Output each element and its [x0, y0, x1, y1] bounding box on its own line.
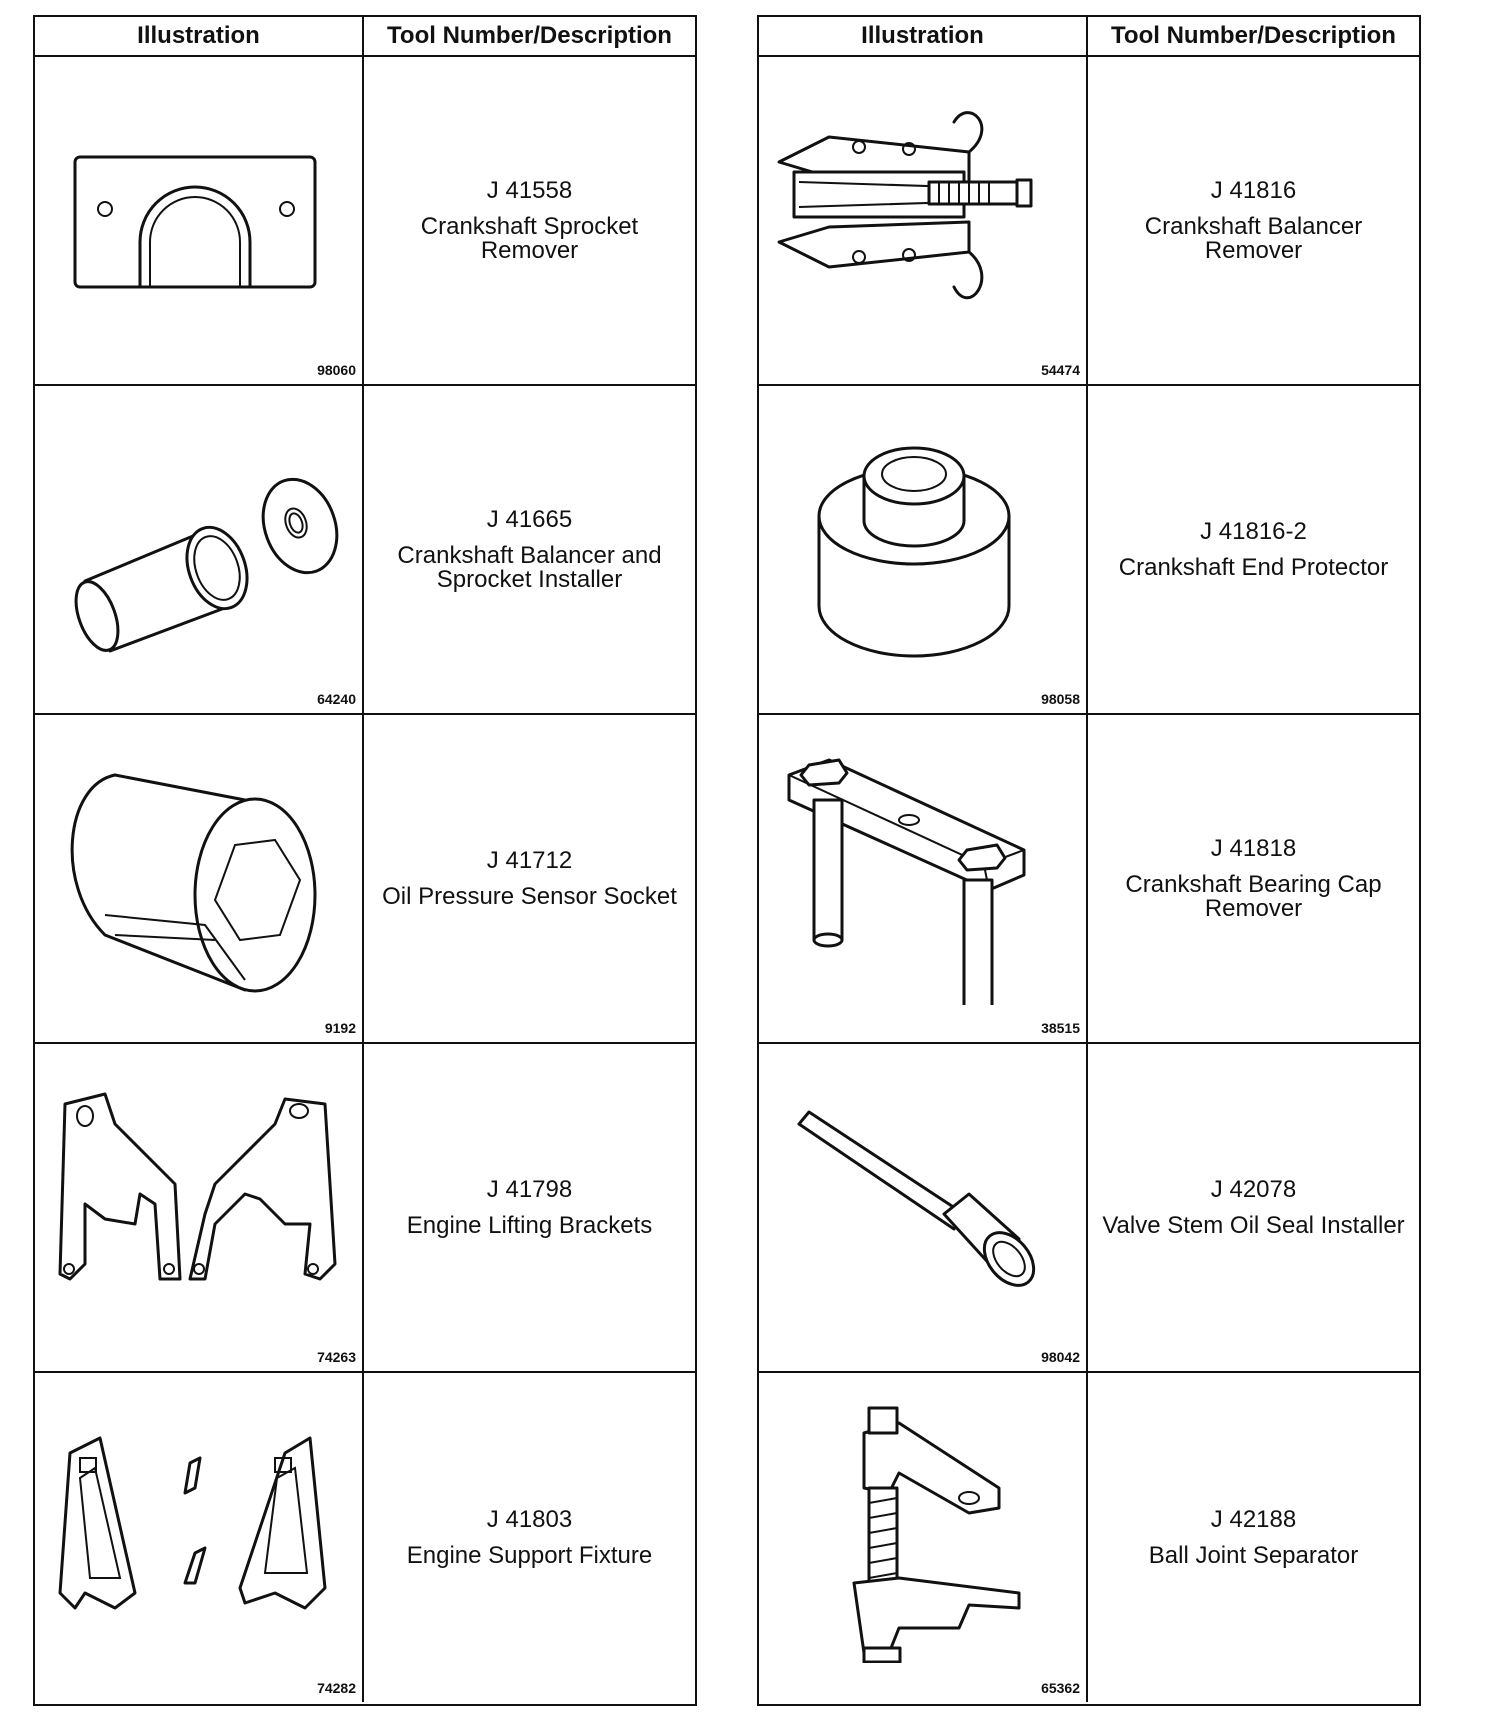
illustration-cell	[35, 386, 364, 713]
tool-description: Crankshaft Bearing Cap Remover	[1125, 870, 1382, 922]
table-row	[759, 57, 1419, 386]
tool-description: Engine Lifting Brackets	[406, 1211, 653, 1239]
table-row	[35, 386, 695, 715]
header-illustration: Illustration	[759, 17, 1088, 55]
figure-number: 98058	[1041, 691, 1080, 707]
sensor-socket-icon	[45, 735, 345, 1005]
seal-installer-icon	[769, 1064, 1069, 1334]
table-row	[759, 1373, 1419, 1702]
table-row	[759, 1044, 1419, 1373]
header-illustration: Illustration	[35, 17, 364, 55]
figure-number: 98042	[1041, 1349, 1080, 1365]
tool-number: J 42188	[1210, 1505, 1297, 1533]
tool-description: Crankshaft End Protector	[1118, 553, 1389, 581]
illustration-cell	[759, 715, 1088, 1042]
illustration-cell	[35, 715, 364, 1042]
figure-number: 74282	[317, 1680, 356, 1696]
tool-number: J 41818	[1210, 834, 1297, 862]
tool-description: Crankshaft Balancer Remover	[1144, 212, 1363, 264]
description-cell	[364, 1044, 695, 1371]
description-cell	[1088, 1373, 1419, 1702]
bearing-cap-remover-icon	[769, 735, 1069, 1005]
tool-description: Oil Pressure Sensor Socket	[382, 882, 677, 910]
illustration-cell	[35, 1044, 364, 1371]
table-header	[759, 17, 1419, 57]
table-row	[35, 1373, 695, 1702]
description-cell	[1088, 1044, 1419, 1371]
illustration-cell	[35, 1373, 364, 1702]
tool-number: J 41816-2	[1200, 517, 1307, 545]
tool-description: Valve Stem Oil Seal Installer	[1102, 1211, 1405, 1239]
sprocket-remover-plate-icon	[45, 77, 345, 347]
tool-number: J 41798	[486, 1175, 573, 1203]
description-cell	[364, 1373, 695, 1702]
table-row	[759, 715, 1419, 1044]
description-cell	[364, 715, 695, 1042]
illustration-cell	[759, 386, 1088, 713]
table-row	[35, 1044, 695, 1373]
description-cell	[1088, 57, 1419, 384]
tool-description: Crankshaft Sprocket Remover	[420, 212, 639, 264]
tool-number: J 41712	[486, 846, 573, 874]
table-row	[35, 57, 695, 386]
table-row	[35, 715, 695, 1044]
tool-number: J 41558	[486, 176, 573, 204]
tools-table-right	[757, 15, 1421, 1706]
header-tool-description: Tool Number/Description	[387, 22, 672, 49]
support-fixture-icon	[45, 1393, 345, 1663]
balancer-installer-icon	[45, 406, 345, 676]
figure-number: 98060	[317, 362, 356, 378]
tool-number: J 41816	[1210, 176, 1297, 204]
figure-number: 9192	[324, 1020, 356, 1036]
illustration-cell	[35, 57, 364, 384]
tool-description: Engine Support Fixture	[406, 1541, 653, 1569]
tool-number: J 41803	[486, 1505, 573, 1533]
figure-number: 54474	[1041, 362, 1080, 378]
description-cell	[1088, 386, 1419, 713]
illustration-cell	[759, 1373, 1088, 1702]
description-cell	[364, 386, 695, 713]
illustration-cell	[759, 1044, 1088, 1371]
tool-description: Ball Joint Separator	[1148, 1541, 1359, 1569]
table-row	[759, 386, 1419, 715]
figure-number: 65362	[1041, 1680, 1080, 1696]
tool-number: J 41665	[486, 505, 573, 533]
balancer-puller-icon	[769, 77, 1069, 347]
table-header	[35, 17, 695, 57]
end-protector-icon	[769, 406, 1069, 676]
tool-description: Crankshaft Balancer and Sprocket Installer	[397, 541, 662, 593]
figure-number: 74263	[317, 1349, 356, 1365]
description-cell	[1088, 715, 1419, 1042]
lifting-brackets-icon	[45, 1064, 345, 1334]
tools-table-left	[33, 15, 697, 1706]
header-tool-description: Tool Number/Description	[1111, 22, 1396, 49]
tool-number: J 42078	[1210, 1175, 1297, 1203]
figure-number: 64240	[317, 691, 356, 707]
description-cell	[364, 57, 695, 384]
illustration-cell	[759, 57, 1088, 384]
ball-joint-separator-icon	[769, 1393, 1069, 1663]
figure-number: 38515	[1041, 1020, 1080, 1036]
